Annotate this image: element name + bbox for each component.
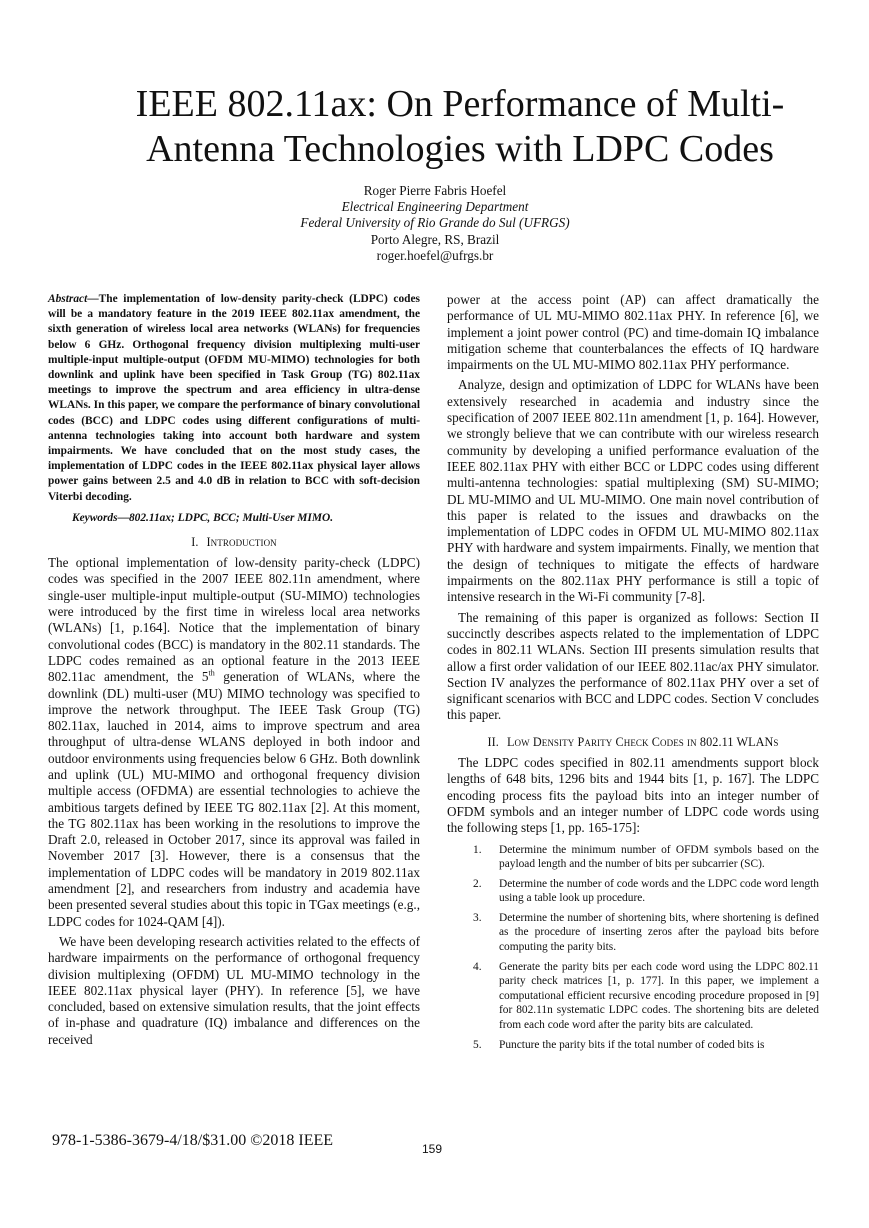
list-item	[447, 1038, 819, 1053]
intro-paragraph-1-part-a: The optional implementation of low-density parity-check (LDPC) codes was specified in the 2007 IEEE 802.11n amendment, where single-user multiple-input multiple-output (SU-MIMO) technologies were introduced by the first time in wireless local area networks (WLANs) [1, p.164]. Notice that the implementation of binary convolutional codes (BCC) is mandatory in the 802.11 standards. The LDPC codes remained as an optional feature in the 2013 IEEE 802.11ac amendment, the 5	[48, 555, 420, 685]
keywords: Keywords—802.11ax; LDPC, BCC; Multi-User MIMO.	[72, 511, 334, 524]
list-item-number: 4.	[473, 960, 482, 973]
abstract-label: Abstract	[48, 293, 88, 305]
superscript-th: th	[208, 668, 215, 678]
author-university: Federal University of Rio Grande do Sul (UFRGS)	[300, 215, 570, 231]
copyright-notice: 978-1-5386-3679-4/18/$31.00 ©2018 IEEE	[52, 1132, 334, 1149]
list-item-number: 2.	[473, 877, 482, 890]
list-item-text: Determine the minimum number of OFDM symbols based on the payload length and the number of bits per subcarrier (SC).	[499, 843, 819, 871]
list-item-text: Generate the parity bits per each code word using the LDPC 802.11 parity check matrices [1, p. 177]. In this paper, we implement a computational efficient recursive encoding procedure proposed in [9] for 802.11n systematic LDPC codes. The shortening bits are deleted from each code word after the parity bits are calculated.	[499, 960, 819, 1032]
paper-title: IEEE 802.11ax: On Performance of Multi-Antenna Technologies with LDPC Codes	[135, 83, 785, 170]
section-number: II.	[487, 734, 499, 749]
section-title: Low Density Parity Check Codes in 802.11 WLANs	[506, 734, 779, 749]
intro-paragraph-3: Analyze, design and optimization of LDPC for WLANs have been extensively researched in academia and industry since the specification of 2007 IEEE 802.11n amendment [1, p. 164]. However, we strongly believe that we can contribute with our wireless research community by developing a unified performance evaluation of the IEEE 802.11ax PHY with either BCC or LDPC codes using different multi-antenna technologies: spatial multiplexing (SM) SU-MIMO; DL MU-MIMO and UL MU-MIMO. One main novel contribution of this paper is related to the issues and drawbacks on the implementation of LDPC codes in OFDM UL MU-MIMO 802.11ax PHY with hardware and system impairments. Finally, we mention that the design of techniques to mitigate the effects of hardware impairments on the 802.11ax PHY performance is still a topic of intensive research in the Wi-Fi community [7-8].	[447, 377, 819, 605]
list-item	[447, 843, 819, 872]
intro-paragraph-2-continued: power at the access point (AP) can affect dramatically the performance of UL MU-MIMO 802.11ax PHY. In reference [6], we implement a joint power control (PC) and time-domain IQ imbalance mitigation scheme that counterbalances the effects of IQ hardware impairments on the UL MU-MIMO 802.11ax PHY performance.	[447, 292, 819, 373]
abstract-dash: —	[87, 293, 99, 305]
list-item	[447, 960, 819, 1033]
ldpc-paragraph-1: The LDPC codes specified in 802.11 amendments support block lengths of 648 bits, 1296 bits and 1944 bits [1, p. 167]. The LDPC encoding process fits the payload bits into an integer number of OFDM symbols and an integer number of LDPC code words using the following steps [1, pp. 165-175]:	[447, 755, 819, 836]
section-number: I.	[191, 534, 199, 549]
author-name: Roger Pierre Fabris Hoefel	[363, 183, 507, 198]
author-location: Porto Alegre, RS, Brazil	[370, 231, 500, 247]
author-email[interactable]: roger.hoefel@ufrgs.br	[376, 247, 494, 263]
list-item-number: 1.	[473, 843, 482, 856]
list-item-number: 5.	[473, 1038, 482, 1051]
list-item	[447, 877, 819, 906]
author-block	[200, 183, 670, 264]
list-item-number: 3.	[473, 911, 482, 924]
page-number: 159	[422, 1142, 443, 1156]
intro-paragraph-1-part-b: generation of WLANs, where the downlink (DL) multi-user (MU) MIMO technology was specified to improve the network throughput. The IEEE Task Group (TG) 802.11ax, lauched in 2014, aims to improve spectrum and area throughput of ultra-dense WLANS deployed in both indoor and outdoor environments using frequencies below 6 GHz. Both downlink and uplink (UL) MU-MIMO and orthogonal frequency division multiple access (OFDMA) are essential technologies to achieve the ambitious targets defined by IEEE TG 802.11ax [2]. At this moment, the TG 802.11ax has been working in the resolutions to improve the Draft 2.0, released in October 2017, since its approval was failed in November 2017 [3]. However, there is a consensus that the implementation of LDPC codes will be mandatory in 2019 802.11ax amendment [2], and researchers from industry and academia have been presented several studies about this topic in TGax meetings (e.g., LDPC codes for 1024-QAM [4]).	[48, 669, 420, 929]
intro-paragraph-1	[48, 555, 420, 930]
intro-paragraph-4: The remaining of this paper is organized as follows: Section II succinctly describes aspects related to the implementation of LDPC codes in 802.11 WLANs. Section III presents simulation results that allow a first order validation of our IEEE 802.11ac/ax PHY simulator. Section IV analyzes the performance of 802.11ax PHY over a set of significant scenarios with BCC and LDPC codes. Section V concludes this paper.	[447, 609, 819, 723]
right-column	[447, 292, 819, 1057]
list-item	[447, 911, 819, 955]
ldpc-steps-list	[447, 843, 819, 1053]
section-title: Introduction	[206, 534, 277, 549]
section-heading-introduction	[48, 534, 420, 550]
list-item-text: Determine the number of code words and the LDPC code word length using a table look up procedure.	[499, 877, 819, 905]
section-heading-ldpc	[447, 734, 819, 750]
list-item-text: Puncture the parity bits if the total number of coded bits is	[499, 1038, 765, 1051]
list-item-text: Determine the number of shortening bits, where shortening is defined as the procedure of inserting zeros after the payload bits before computing the parity bits.	[499, 911, 819, 954]
abstract	[48, 292, 420, 505]
intro-paragraph-2: We have been developing research activities related to the effects of hardware impairments on the performance of orthogonal frequency division multiplexing (OFDM) UL MU-MIMO technology in the IEEE 802.11ax physical layer (PHY). In reference [5], we have concluded, based on extensive simulation results, that the joint effects of in-phase and quadrature (IQ) imbalance and differences on the received	[48, 933, 420, 1047]
author-department: Electrical Engineering Department	[341, 199, 529, 215]
abstract-text: The implementation of low-density parity-check (LDPC) codes will be a mandatory feature in the 2019 IEEE 802.11ax amendment, the sixth generation of wireless local area networks (WLANs) for frequencies below 6 GHz. Orthogonal frequency division multiplexing multi-user multiple-input multiple-output (OFDM MU-MIMO) technologies for both downlink and uplink have been specified in Task Group (TG) 802.11ax meetings to improve the spectrum and area efficiency in ultra-dense WLANs. In this paper, we compare the performance of binary convolutional codes (BCC) and LDPC codes using different configurations of multi-antenna technologies taking into account both hardware and system impairments. We have concluded that on the most study cases, the implementation of LDPC codes in the IEEE 802.11ax physical layer allows power gains between 2.5 and 4.0 dB in relation to BCC with soft-decision Viterbi decoding.	[48, 293, 420, 503]
left-column	[48, 292, 420, 1048]
